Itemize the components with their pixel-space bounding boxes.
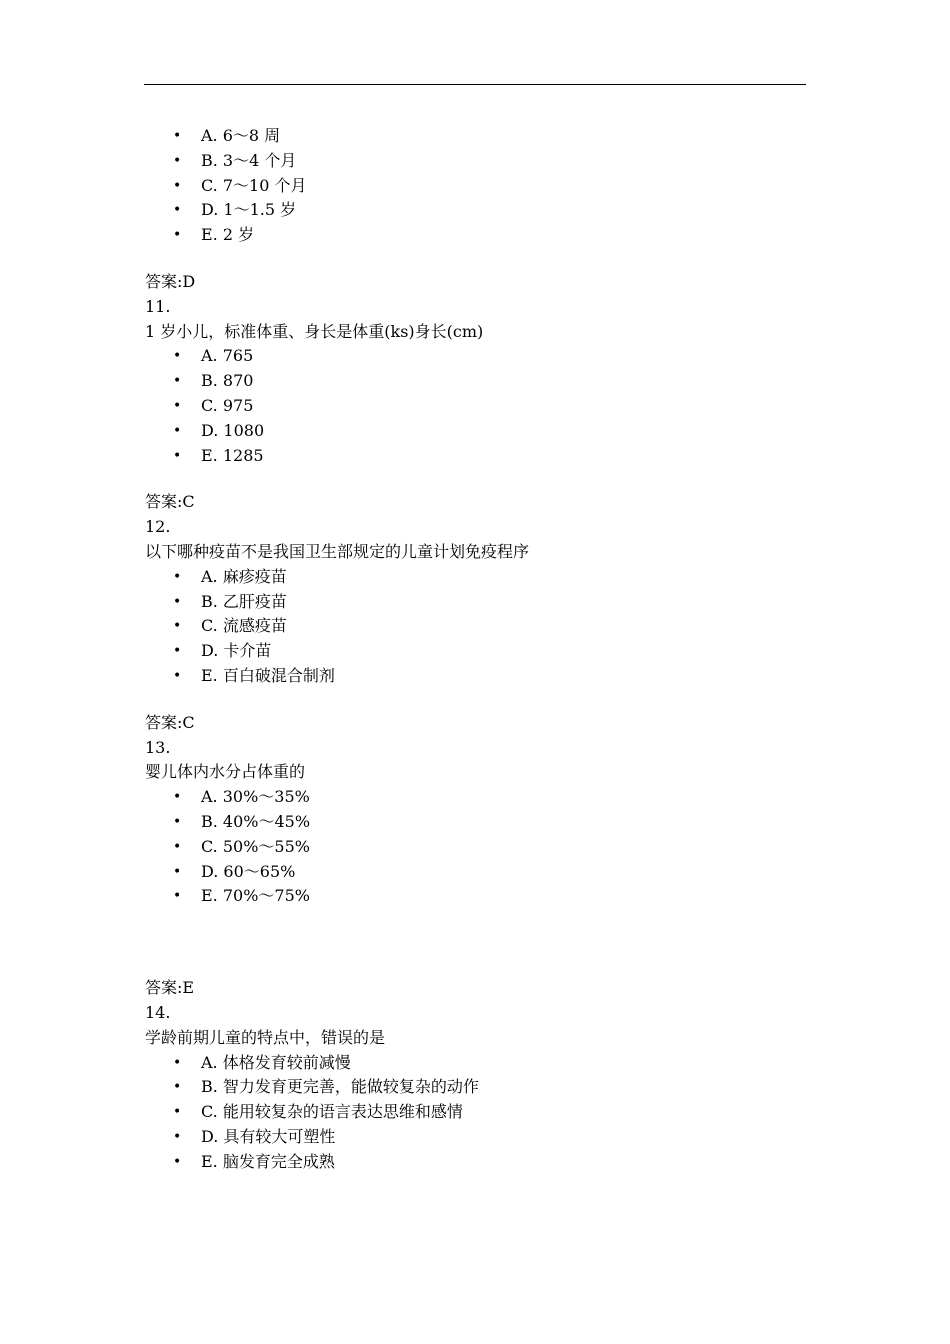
bullet-icon: • [173, 447, 182, 464]
option-item: • B. 3～4 个月 [145, 149, 805, 174]
option-item: • D. 1080 [145, 419, 805, 444]
q14-number: 14. [145, 1002, 171, 1022]
option-item: • B. 40%～45% [145, 810, 805, 835]
option-item: • C. 975 [145, 394, 805, 419]
bullet-icon: • [173, 202, 182, 219]
q13-number: 13. [145, 737, 171, 757]
option-item: • A. 麻疹疫苗 [145, 565, 805, 590]
option-item: • A. 体格发育较前减慢 [145, 1051, 805, 1076]
q12-answer: 答案:C [145, 712, 195, 732]
option-item: • A. 765 [145, 344, 805, 369]
q10-options [145, 124, 805, 248]
q13-stem: 婴儿体内水分占体重的 [145, 762, 306, 782]
q11-stem: 1 岁小儿，标准体重、身长是体重(ks)身长(cm) [145, 321, 484, 341]
option-item: • C. 能用较复杂的语言表达思维和感情 [145, 1100, 805, 1125]
option-item: • E. 1285 [145, 444, 805, 469]
option-item: • B. 乙肝疫苗 [145, 590, 805, 615]
bullet-icon: • [173, 813, 182, 830]
bullet-icon: • [173, 422, 182, 439]
document-body [145, 124, 805, 1174]
option-item: • C. 流感疫苗 [145, 614, 805, 639]
bullet-icon: • [173, 838, 182, 855]
bullet-icon: • [173, 177, 182, 194]
bullet-icon: • [173, 568, 182, 585]
q12-options [145, 565, 805, 689]
option-item: • E. 2 岁 [145, 223, 805, 248]
header-rule [144, 84, 806, 85]
option-item: • D. 具有较大可塑性 [145, 1125, 805, 1150]
option-item: • E. 脑发育完全成熟 [145, 1150, 805, 1175]
bullet-icon: • [173, 1128, 182, 1145]
q14-options [145, 1051, 805, 1175]
bullet-icon: • [173, 1153, 182, 1170]
bullet-icon: • [173, 618, 182, 635]
bullet-icon: • [173, 128, 182, 144]
bullet-icon: • [173, 888, 182, 905]
option-item: • C. 50%～55% [145, 835, 805, 860]
bullet-icon: • [173, 373, 182, 390]
bullet-icon: • [173, 1079, 182, 1096]
bullet-icon: • [173, 667, 182, 684]
bullet-icon: • [173, 348, 182, 365]
option-item: • D. 60～65% [145, 860, 805, 885]
option-item: • C. 7～10 个月 [145, 174, 805, 199]
q12-stem: 以下哪种疫苗不是我国卫生部规定的儿童计划免疫程序 [145, 541, 530, 561]
q14-stem: 学龄前期儿童的特点中，错误的是 [145, 1027, 386, 1047]
option-item: • D. 1～1.5 岁 [145, 198, 805, 223]
bullet-icon: • [173, 397, 182, 414]
option-item: • A. 6～8 周 [145, 124, 805, 149]
q11-options [145, 344, 805, 468]
q10-answer: 答案:D [145, 271, 196, 291]
option-item: • B. 870 [145, 369, 805, 394]
bullet-icon: • [173, 1054, 182, 1071]
option-item: • E. 70%～75% [145, 884, 805, 909]
bullet-icon: • [173, 152, 182, 169]
bullet-icon: • [173, 789, 182, 806]
q12-number: 12. [145, 517, 171, 537]
q11-number: 11. [145, 296, 171, 316]
q11-answer: 答案:C [145, 492, 195, 512]
bullet-icon: • [173, 643, 182, 660]
bullet-icon: • [173, 1104, 182, 1121]
q13-answer: 答案:E [145, 978, 195, 998]
bullet-icon: • [173, 227, 182, 244]
option-item: • B. 智力发育更完善，能做较复杂的动作 [145, 1075, 805, 1100]
option-item: • E. 百白破混合制剂 [145, 664, 805, 689]
option-item: • D. 卡介苗 [145, 639, 805, 664]
option-item: • A. 30%～35% [145, 785, 805, 810]
q13-options [145, 785, 805, 909]
bullet-icon: • [173, 863, 182, 880]
bullet-icon: • [173, 593, 182, 610]
